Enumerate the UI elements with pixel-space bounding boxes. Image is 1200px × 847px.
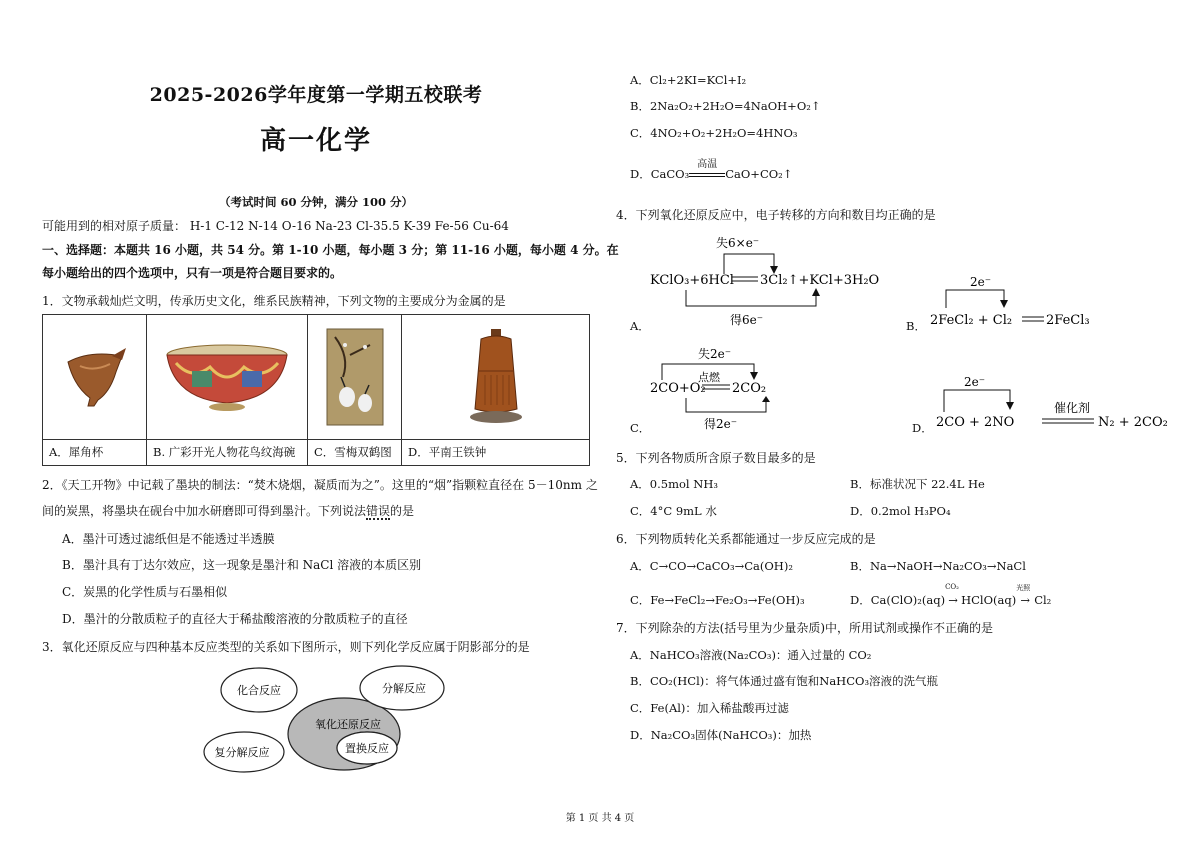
q6-option-d: D．Ca(ClO)₂(aq) CO₂ → HClO(aq) 光照 → Cl₂	[850, 583, 1052, 607]
plum-crane-painting-image	[308, 315, 401, 439]
q5-option-a: A．0.5mol NH₃	[630, 477, 718, 491]
q6-d-middle: HClO(aq)	[961, 593, 1017, 607]
q2-option-d: D．墨汁的分散质粒子的直径大于稀盐酸溶液的分散质粒子的直径	[62, 612, 408, 626]
venn-label-displacement: 置换反应	[345, 742, 389, 755]
q1-caption-d: D．平南王铁钟	[402, 439, 589, 465]
subject-title: 高一化学	[259, 126, 372, 156]
q3-venn-diagram	[202, 660, 472, 775]
atomic-masses: 可能用到的相对原子质量： H-1 C-12 N-14 O-16 Na-23 Cl-35.5 K-39 Fe-56 Cu-64	[42, 219, 509, 233]
venn-label-redox: 氧化还原反应	[315, 718, 381, 731]
q4-c-lost-electrons: 失2e⁻	[698, 347, 732, 361]
q2-stem-text: 间的炭黑，将墨块在砚台中加水研磨即可得到墨汁。下列说法	[42, 504, 367, 518]
q5-option-c: C．4°C 9mL 水	[630, 504, 717, 518]
q4-b-electrons: 2e⁻	[970, 275, 992, 289]
q2-stem-end: 的是	[390, 504, 415, 518]
q6-option-b: B．Na→NaOH→Na₂CO₃→NaCl	[850, 559, 1026, 573]
section-instructions-line1: 一、选择题：本题共 16 小题，共 54 分。第 1-10 小题，每小题 3 分；第 11-16 小题，每小题 4 分。在	[42, 243, 619, 257]
q4-option-b-diagram	[926, 272, 1126, 332]
q5-option-d: D．0.2mol H₃PO₄	[850, 504, 951, 518]
q4-d-electrons: 2e⁻	[964, 375, 986, 389]
q4-option-d-diagram	[934, 372, 1168, 436]
q4-b-reactants: 2FeCl₂ + Cl₂	[930, 313, 1013, 328]
q2-emphasis-wrong: 错误	[366, 504, 391, 518]
q1-caption-c: C．雪梅双鹤图	[308, 439, 401, 465]
exam-title: 2025-2026学年度第一学期五校联考	[149, 84, 483, 106]
q4-option-c-label: C．	[630, 421, 651, 435]
q3-stem: 3．氧化还原反应与四种基本反应类型的关系如下图所示，则下列化学反应属于阴影部分的是	[42, 640, 530, 654]
q4-c-condition: 点燃	[698, 371, 720, 384]
q4-c-reactants: 2CO+O₂	[650, 381, 706, 396]
q3-option-d	[630, 159, 793, 182]
q2-option-b: B．墨汁具有丁达尔效应，这一现象是墨汁和 NaCl 溶液的本质区别	[62, 558, 422, 572]
q1-stem: 1．文物承载灿烂文明，传承历史文化，维系民族精神，下列文物的主要成分为金属的是	[42, 294, 506, 308]
q4-d-condition: 催化剂	[1054, 401, 1091, 415]
q6-option-a: A．C→CO→CaCO₃→Ca(OH)₂	[630, 559, 793, 573]
q1-caption-b: B. 广彩开光人物花鸟纹海碗	[147, 439, 307, 465]
famille-rose-bowl-image	[147, 315, 307, 439]
q4-option-b-label: B．	[906, 319, 926, 333]
q4-d-products: N₂ + 2CO₂	[1098, 415, 1168, 430]
q4-a-gained-electrons: 得6e⁻	[730, 313, 764, 327]
q7-option-b: B．CO₂(HCl)：将气体通过盛有饱和NaHCO₃溶液的洗气瓶	[630, 674, 939, 688]
q3-d-products: CaO+CO₂↑	[725, 167, 793, 181]
q6-option-c: C．Fe→FeCl₂→Fe₂O₃→Fe(OH)₃	[630, 593, 805, 607]
q4-stem: 4．下列氧化还原反应中，电子转移的方向和数目均正确的是	[616, 208, 936, 222]
section-instructions-line2: 每小题给出的四个选项中，只有一项是符合题目要求的。	[42, 266, 343, 280]
q5-option-b: B．标准状况下 22.4L He	[850, 477, 985, 491]
q4-d-reactants: 2CO + 2NO	[936, 415, 1015, 430]
q7-stem: 7．下列除杂的方法(括号里为少量杂质)中，所用试剂或操作不正确的是	[616, 621, 994, 635]
q4-c-gained-electrons: 得2e⁻	[704, 417, 738, 431]
page-footer: 第 1 页 共 4 页	[565, 813, 635, 824]
q3-d-condition: 高温	[697, 159, 718, 170]
venn-label-double-decomposition: 复分解反应	[214, 746, 270, 759]
q2-option-c: C．炭黑的化学性质与石墨相似	[62, 585, 228, 599]
q4-a-lost-electrons: 失6×e⁻	[716, 236, 760, 250]
q4-b-products: 2FeCl₃	[1046, 313, 1090, 328]
q7-option-a: A．NaHCO₃溶液(Na₂CO₃)：通入过量的 CO₂	[630, 648, 872, 662]
venn-label-combination: 化合反应	[237, 684, 281, 697]
q3-option-b: B．2Na₂O₂+2H₂O=4NaOH+O₂↑	[630, 99, 821, 113]
q5-stem: 5．下列各物质所含原子数目最多的是	[616, 451, 816, 465]
venn-label-decomposition: 分解反应	[382, 682, 426, 695]
q1-caption-a: A．犀角杯	[43, 439, 146, 465]
q7-option-c: C．Fe(Al)：加入稀盐酸再过滤	[630, 701, 789, 715]
q2-stem-line2	[42, 502, 414, 519]
q3-d-reactant: D．CaCO₃	[630, 167, 690, 181]
q3-option-c: C．4NO₂+O₂+2H₂O=4HNO₃	[630, 126, 798, 140]
q4-option-a-label: A．	[630, 319, 650, 333]
q4-a-products: 3Cl₂↑+KCl+3H₂O	[760, 273, 880, 288]
q4-option-a-diagram	[646, 232, 906, 332]
q1-relics-table	[42, 314, 590, 466]
q3-option-a: A．Cl₂+2KI=KCl+I₂	[630, 73, 747, 87]
q4-c-products: 2CO₂	[732, 381, 767, 396]
q2-option-a: A．墨汁可透过滤纸但是不能透过半透膜	[62, 532, 275, 546]
q6-d-start: D．Ca(ClO)₂(aq)	[850, 593, 946, 607]
q6-stem: 6．下列物质转化关系都能通过一步反应完成的是	[616, 532, 876, 546]
exam-info: （考试时间 60 分钟，满分 100 分）	[218, 195, 414, 209]
rhino-horn-cup-image	[43, 315, 146, 439]
q6-d-end: Cl₂	[1034, 593, 1052, 607]
q4-a-reactants: KClO₃+6HCl	[650, 273, 734, 288]
q6-d-condition2: 光照	[1016, 584, 1031, 592]
q6-d-condition1: CO₂	[945, 583, 959, 591]
q7-option-d: D．Na₂CO₃固体(NaHCO₃)：加热	[630, 728, 812, 742]
iron-bell-image	[402, 315, 589, 439]
q4-option-c-diagram	[646, 340, 846, 432]
q2-stem-line1: 2．《天工开物》中记载了墨块的制法：“焚木烧烟，凝质而为之”。这里的“烟”指颗粒直径在 5－10nm 之	[42, 478, 598, 492]
q4-option-d-label: D．	[912, 421, 933, 435]
